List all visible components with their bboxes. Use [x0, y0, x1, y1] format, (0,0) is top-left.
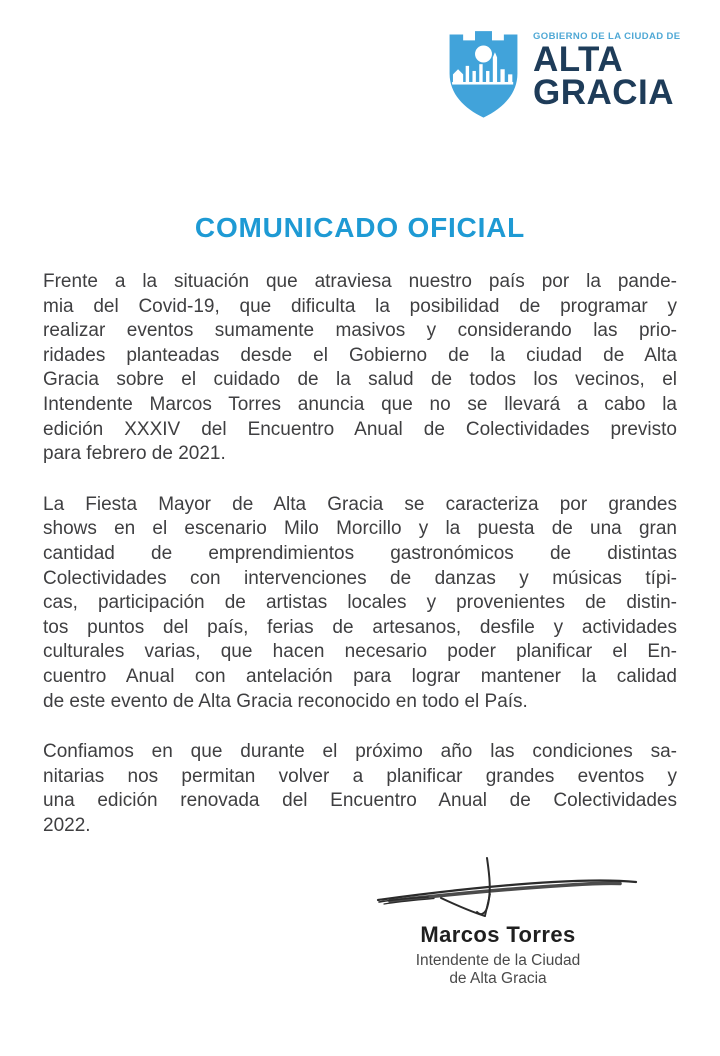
city-government-logo [441, 26, 681, 121]
paragraph-line: culturales varias, que hacen necesario poder planificar el En- [43, 641, 677, 663]
paragraph-line: tos puntos del país, ferias de artesanos, desfile y actividades [43, 616, 677, 638]
signer-role [348, 952, 648, 988]
paragraph-line: nitarias nos permitan volver a planificar grandes eventos y [43, 765, 677, 787]
paragraph-line: cas, participación de artistas locales y provenientes de distin- [43, 592, 677, 614]
signer-role-line2: de Alta Gracia [449, 969, 547, 987]
paragraph-line: shows en el escenario Milo Morcillo y la puesta de una gran [43, 518, 677, 540]
logo-tagline: GOBIERNO DE LA CIUDAD DE [533, 31, 681, 42]
body-text [43, 270, 677, 864]
paragraph-line: Intendente Marcos Torres anuncia que no se llevará a cabo la [43, 393, 677, 415]
paragraph-line: una edición renovada del Encuentro Anual de Colectividades [43, 790, 677, 812]
paragraph-line: realizar eventos sumamente masivos y considerando las prio- [43, 320, 677, 342]
paragraph-line: Colectividades con intervenciones de danzas y músicas típi- [43, 567, 677, 589]
logo-city-line2: GRACIA [533, 72, 675, 112]
signer-role-line1: Intendente de la Ciudad [415, 952, 581, 969]
logo-city-line1: ALTA [533, 40, 624, 79]
paragraph [43, 493, 677, 714]
paragraph-line: Gracia sobre el cuidado de la salud de todos los vecinos, el [43, 369, 677, 391]
signature-block [348, 848, 648, 988]
paragraph [43, 740, 677, 838]
signer-name: Marcos Torres [420, 922, 576, 947]
paragraph-line: 2022. [43, 814, 91, 836]
city-crest-icon [441, 26, 526, 121]
paragraph-line: cantidad de emprendimientos gastronómicos de distintas [43, 542, 677, 564]
paragraph-line: mia del Covid-19, que dificulta la posibilidad de programar y [43, 295, 677, 317]
handwritten-signature-icon [348, 848, 648, 920]
page-title: COMUNICADO OFICIAL [194, 212, 526, 243]
paragraph-line: La Fiesta Mayor de Alta Gracia se caracteriza por grandes [43, 493, 677, 515]
paragraph-line: Confiamos en que durante el próximo año las condiciones sa- [43, 741, 677, 763]
paragraph [43, 270, 677, 467]
paragraph-line: ridades planteadas desde el Gobierno de la ciudad de Alta [43, 344, 677, 366]
paragraph-line: de este evento de Alta Gracia reconocido en todo el País. [43, 690, 528, 712]
paragraph-line: cuentro Anual con antelación para lograr mantener la calidad [43, 665, 677, 687]
paragraph-line: Frente a la situación que atraviesa nuestro país por la pande- [43, 271, 677, 292]
paragraph-line: edición XXXIV del Encuentro Anual de Colectividades previsto [43, 418, 677, 440]
logo-text [533, 26, 681, 112]
paragraph-line: para febrero de 2021. [43, 443, 226, 465]
